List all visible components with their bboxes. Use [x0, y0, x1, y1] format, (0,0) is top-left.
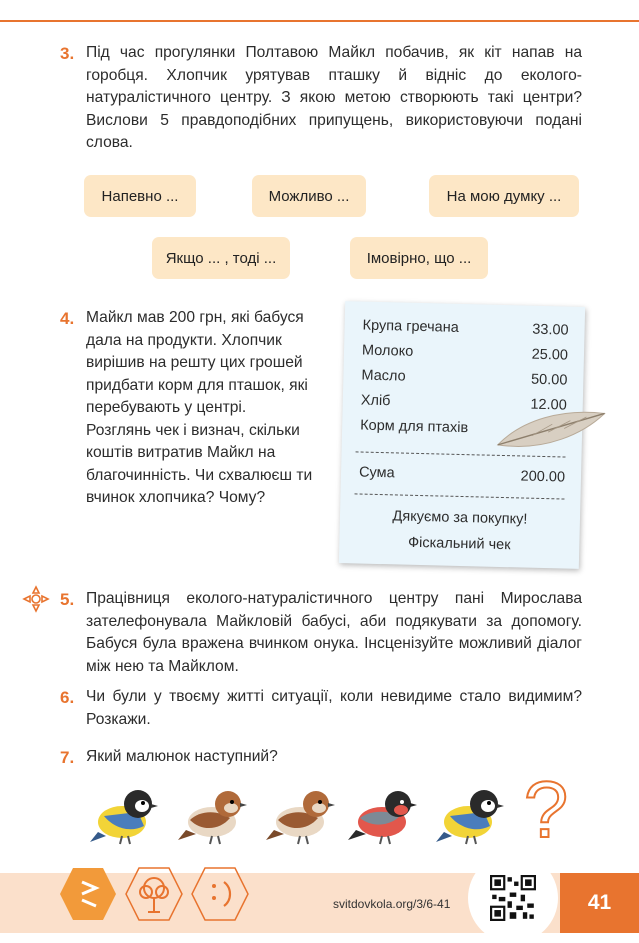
top-rule: [0, 20, 639, 22]
tree-icon: [124, 866, 184, 922]
task-6-text: Чи були у твоєму житті ситуації, коли невидиме стало видимим? Розкажи.: [86, 688, 582, 728]
receipt: [339, 301, 585, 569]
receipt-item-name: Масло: [361, 367, 406, 385]
tit-icon: [88, 782, 164, 846]
compare-icon: [58, 866, 118, 922]
receipt-total-value: 200.00: [520, 468, 566, 486]
task-7-text: Який малюнок наступний?: [86, 748, 278, 765]
receipt-item-price: 25.00: [531, 346, 569, 364]
receipt-divider: [355, 493, 565, 499]
receipt-item-name: Крупа гречана: [362, 317, 459, 336]
receipt-item-name: Хліб: [360, 392, 391, 410]
question-mark-icon: ?: [523, 765, 569, 854]
task-3-text: Під час прогулянки Полтавою Майкл побачив, як кіт напав на горобця. Хлопчик урятував пташку й відніс до еколого-натуралістичного центру. З якою метою створюють такі центри? Вислови 5 правдоподібних припущень, використовуючи подані слова.: [86, 44, 582, 151]
phrase-chip-4: Якщо ... , тоді ...: [152, 237, 290, 279]
phrase-chip-2: Можливо ...: [252, 175, 366, 217]
bullfinch-icon: [346, 782, 422, 846]
feather-icon: [491, 401, 612, 464]
qr-code-icon[interactable]: [490, 875, 536, 921]
receipt-fiscal: Фіскальний чек: [407, 534, 511, 554]
phrase-chip-3: На мою думку ...: [429, 175, 579, 217]
receipt-item-price: 33.00: [532, 321, 569, 339]
receipt-item-name: Молоко: [361, 342, 414, 360]
receipt-row: [362, 343, 568, 364]
phrase-chip-1: Напевно ...: [84, 175, 196, 217]
task-5-text: Працівниця еколого-натуралістичного центру пані Мирослава зателефонувала Майкловій бабусі, аби подякувати за допомогу. Бабуся була вражена вчинком онука. Інсценізуйте можливий діалог між нею та Майклом.: [86, 590, 582, 675]
footer-url[interactable]: svitdovkola.org/3/6-41: [333, 897, 451, 911]
sparrow-icon: [264, 782, 340, 846]
task-3-number: 3.: [60, 44, 75, 63]
task-4-number: 4.: [60, 309, 75, 328]
task-4-text: Майкл мав 200 грн, які бабуся дала на продукти. Хлопчик вирішив на решту цих грошей придбати корм для пташок, які перебувають у центрі. Розглянь чек і визнач, скільки коштів витратив Майкл на благочинність. Чи схвалюєш ти вчинок хлопчика? Чому?: [86, 309, 313, 506]
receipt-row: [362, 318, 568, 339]
smile-icon: [190, 866, 250, 922]
sparrow-icon: [176, 782, 252, 846]
receipt-row: [361, 368, 567, 389]
task-6-number: 6.: [60, 688, 75, 707]
tit-icon: [434, 782, 510, 846]
qr-code-background: [468, 853, 558, 943]
receipt-item-price: 12.00: [530, 396, 567, 414]
receipt-thanks: Дякуємо за покупку!: [392, 508, 528, 528]
receipt-total-row: [359, 464, 565, 485]
receipt-total-label: Сума: [358, 464, 395, 482]
phrase-chip-5: Імовірно, що ...: [350, 237, 488, 279]
page-number: 41: [560, 873, 639, 933]
receipt-item-name: Корм для птахів: [360, 417, 469, 437]
receipt-item-price: 50.00: [530, 371, 568, 389]
group-work-icon: [22, 585, 50, 613]
task-5-number: 5.: [60, 590, 75, 609]
task-7-number: 7.: [60, 748, 75, 767]
